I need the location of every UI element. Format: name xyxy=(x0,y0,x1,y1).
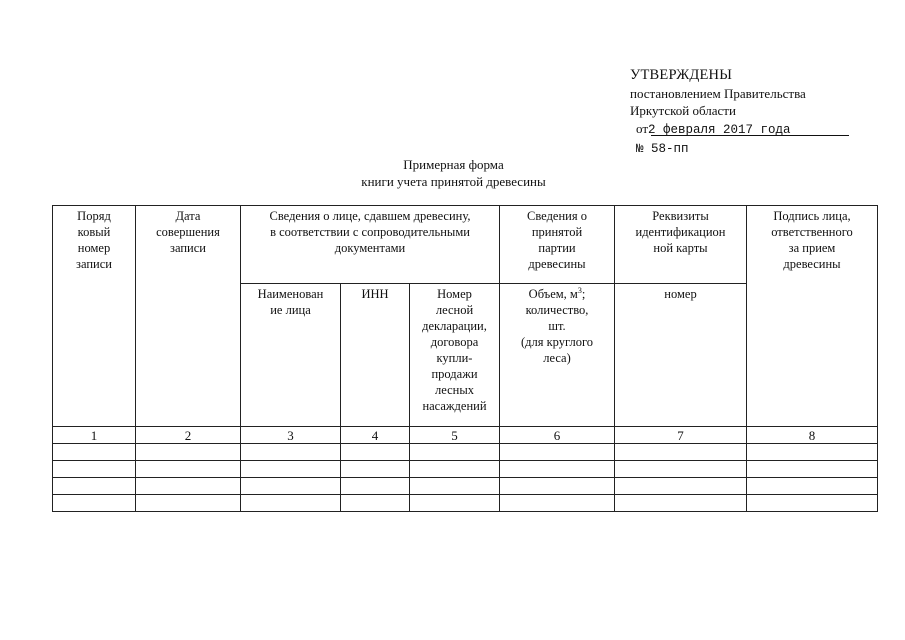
table-cell[interactable] xyxy=(747,495,878,512)
table-cell[interactable] xyxy=(410,461,500,478)
table-cell[interactable] xyxy=(747,478,878,495)
table-cell[interactable] xyxy=(53,478,136,495)
table-cell[interactable] xyxy=(615,461,747,478)
header-record-number: Поряд ковый номер записи xyxy=(53,206,136,427)
table-cell[interactable] xyxy=(615,478,747,495)
column-number: 8 xyxy=(747,427,878,444)
approval-number: № 58-пп xyxy=(636,142,689,156)
table-cell[interactable] xyxy=(410,478,500,495)
header-volume-label: Объем, м xyxy=(528,287,578,301)
column-number: 4 xyxy=(341,427,410,444)
header-row-top xyxy=(53,206,878,284)
table-cell[interactable] xyxy=(53,461,136,478)
column-number: 7 xyxy=(615,427,747,444)
form-title xyxy=(0,156,905,190)
header-signature: Подпись лица, ответственного за прием древесины xyxy=(747,206,878,427)
table-cell[interactable] xyxy=(410,444,500,461)
table-cell[interactable] xyxy=(341,478,410,495)
table-cell[interactable] xyxy=(500,495,615,512)
table-row xyxy=(53,478,878,495)
form-title-line1: Примерная форма xyxy=(403,157,504,172)
header-volume xyxy=(500,284,615,427)
column-number: 2 xyxy=(136,427,241,444)
column-number: 3 xyxy=(241,427,341,444)
column-number: 1 xyxy=(53,427,136,444)
table-row xyxy=(53,444,878,461)
table-cell[interactable] xyxy=(747,461,878,478)
table-cell[interactable] xyxy=(341,495,410,512)
header-batch-info: Сведения о принятой партии древесины xyxy=(500,206,615,284)
table-cell[interactable] xyxy=(341,444,410,461)
header-volume-exponent: 3 xyxy=(577,285,582,295)
table-cell[interactable] xyxy=(500,461,615,478)
approval-date-underline xyxy=(651,135,849,136)
table-row xyxy=(53,461,878,478)
table-cell[interactable] xyxy=(500,478,615,495)
approval-title: УТВЕРЖДЕНЫ xyxy=(630,67,733,83)
table-cell[interactable] xyxy=(615,495,747,512)
column-number: 6 xyxy=(500,427,615,444)
approval-date-prefix: от xyxy=(636,120,649,136)
table-cell[interactable] xyxy=(241,495,341,512)
header-record-date: Дата совершения записи xyxy=(136,206,241,427)
approval-block xyxy=(630,67,806,159)
header-card-details: Реквизиты идентификацион ной карты xyxy=(615,206,747,284)
form-title-line2: книги учета принятой древесины xyxy=(361,174,546,189)
table-cell[interactable] xyxy=(53,444,136,461)
table-cell[interactable] xyxy=(341,461,410,478)
table-cell[interactable] xyxy=(500,444,615,461)
table-cell[interactable] xyxy=(136,495,241,512)
table-cell[interactable] xyxy=(241,461,341,478)
header-volume-rest: ; количество, шт. (для круглого леса) xyxy=(520,287,594,365)
table-cell[interactable] xyxy=(136,461,241,478)
table-cell[interactable] xyxy=(747,444,878,461)
header-person-name: Наименован ие лица xyxy=(241,284,341,427)
header-inn: ИНН xyxy=(341,284,410,427)
header-card-number: номер xyxy=(615,284,747,427)
approval-resolution-line: постановлением Правительства xyxy=(630,85,806,101)
column-numbers-row xyxy=(53,427,878,444)
table-row xyxy=(53,495,878,512)
table-cell[interactable] xyxy=(410,495,500,512)
table-cell[interactable] xyxy=(615,444,747,461)
approval-date: 2 февраля 2017 года xyxy=(648,122,791,137)
header-supplier-info: Сведения о лице, сдавшем древесину, в соответствии с сопроводительными документами xyxy=(241,206,500,284)
table-cell[interactable] xyxy=(136,444,241,461)
table-cell[interactable] xyxy=(136,478,241,495)
header-declaration-number: Номер лесной декларации, договора купли- продажи лесных насаждений xyxy=(410,284,500,427)
ledger-table xyxy=(52,205,878,512)
table-cell[interactable] xyxy=(53,495,136,512)
column-number: 5 xyxy=(410,427,500,444)
approval-date-line xyxy=(636,120,806,140)
table-cell[interactable] xyxy=(241,478,341,495)
approval-region-line: Иркутской области xyxy=(630,103,736,118)
table-cell[interactable] xyxy=(241,444,341,461)
